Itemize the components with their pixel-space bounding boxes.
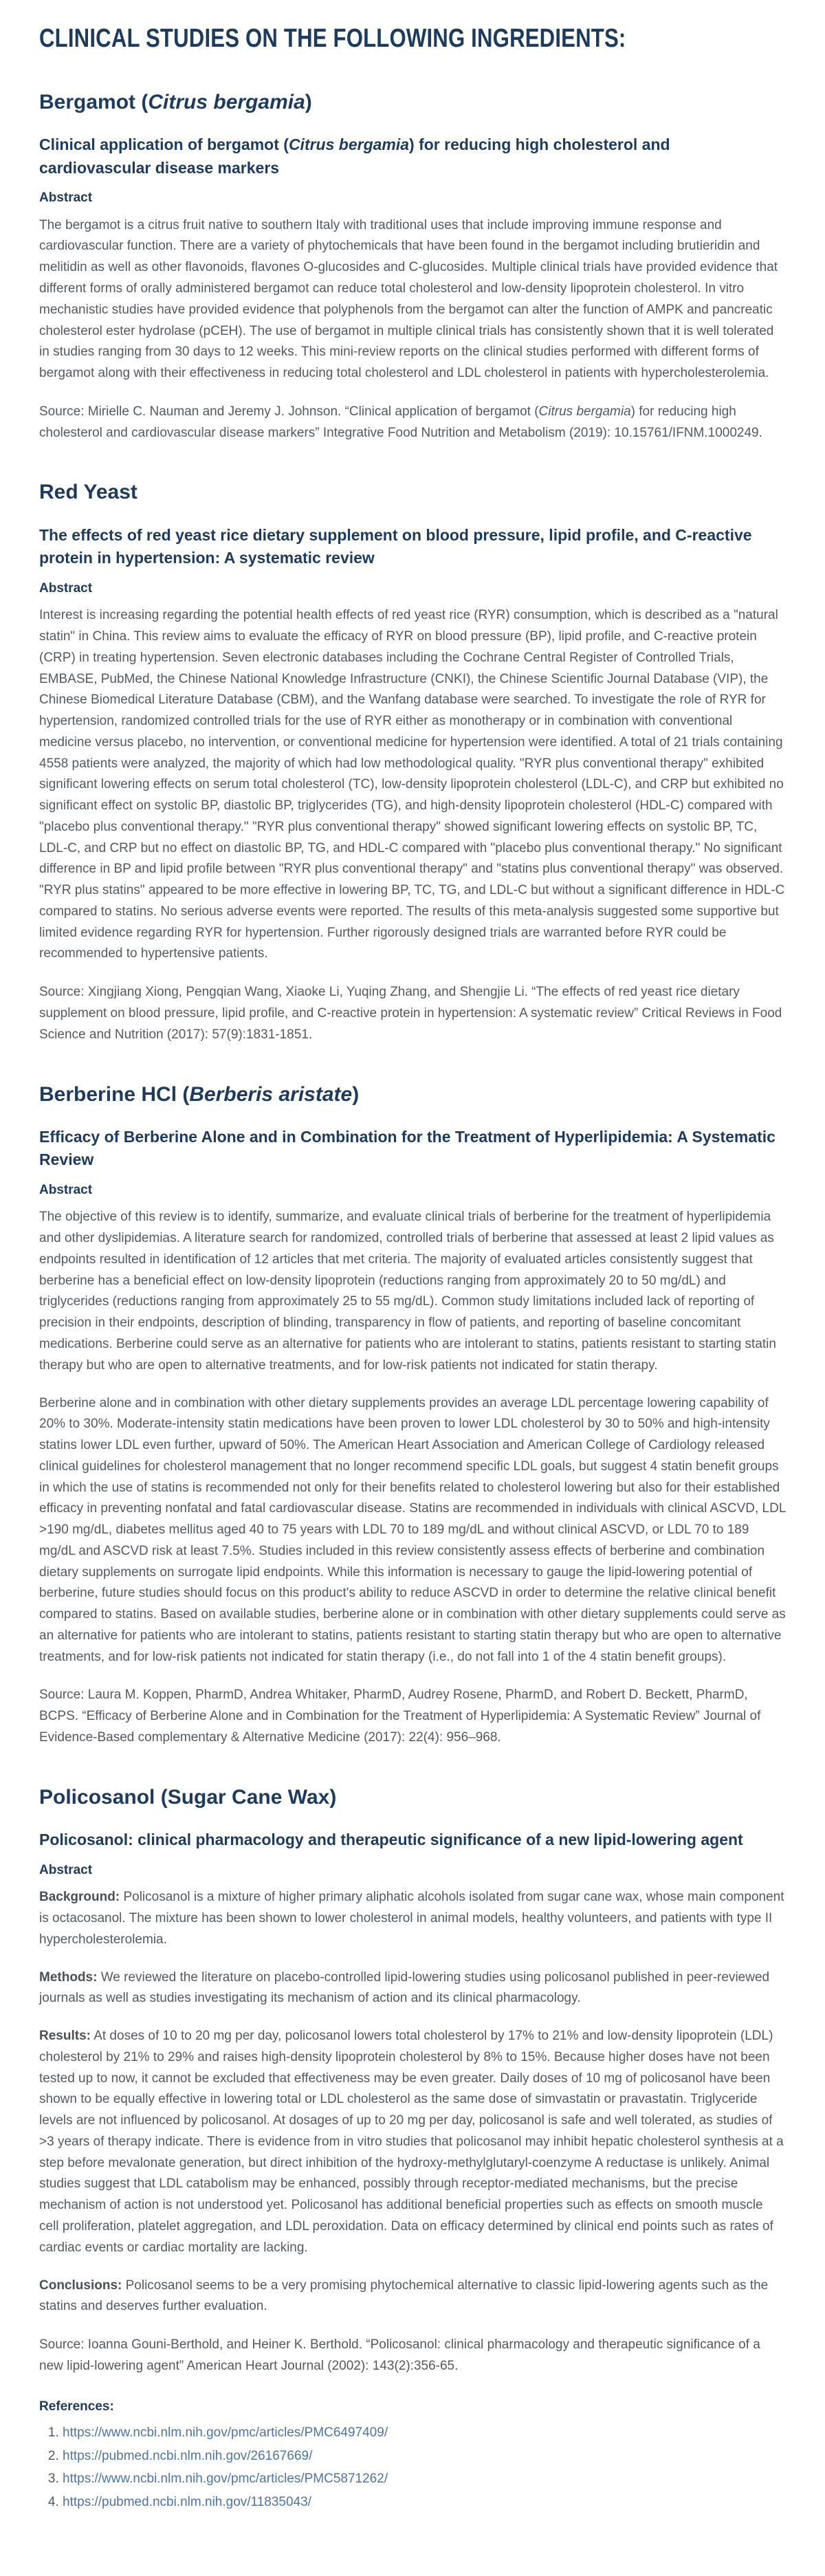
heading-text: Policosanol (Sugar Cane Wax) [39,1785,337,1809]
reference-link[interactable]: https://pubmed.ncbi.nlm.nih.gov/11835043/ [63,2494,311,2509]
paragraph-lead: Methods: [39,1969,98,1985]
reference-link[interactable]: https://www.ncbi.nlm.nih.gov/pmc/articles/PMC5871262/ [63,2471,388,2487]
abstract-paragraph-methods [39,1967,786,2010]
section-red-yeast [39,479,786,1045]
study-title-latin-name: Citrus bergamia [288,135,410,154]
study-title-policosanol [39,1829,786,1851]
references-section [39,2398,786,2512]
section-heading-bergamot [39,89,786,116]
paragraph-text: Policosanol is a mixture of higher primary aliphatic alcohols isolated from sugar cane wax, whose main component is octacosanol. The mixture has been shown to lower cholesterol in animal models, healthy volunteers, and patients with type II hypercholesterolemia. [39,1890,784,1947]
study-title-text: Policosanol: clinical pharmacology and therapeutic significance of a new lipid-lowering agent [39,1831,743,1849]
reference-item [63,2423,786,2443]
paragraph-text: We reviewed the literature on placebo-controlled lipid-lowering studies using policosanol published in peer-reviewed journals as well as studies investigating its mechanism of action and its clinical pharmacology. [39,1969,770,2006]
abstract-label: Abstract [39,580,93,596]
section-bergamot [39,89,786,444]
section-heading-berberine [39,1082,786,1108]
heading-text: ) [305,90,312,113]
study-title-text: Clinical application of bergamot ( [39,135,289,154]
abstract-paragraph-results [39,2026,786,2258]
source-citation [39,1685,786,1748]
reference-link[interactable]: https://pubmed.ncbi.nlm.nih.gov/26167669/ [63,2448,313,2463]
heading-latin-name: Citrus bergamia [148,90,305,113]
section-heading-red-yeast [39,479,786,505]
heading-text: Red Yeast [39,481,138,504]
reference-link[interactable]: https://www.ncbi.nlm.nih.gov/pmc/articles/PMC6497409/ [63,2425,388,2441]
abstract-label: Abstract [39,190,93,205]
study-title-text: The effects of red yeast rice dietary supplement on blood pressure, lipid profile, and C-reactive protein in hypertension: A systematic review [39,525,752,567]
source-citation [39,2335,786,2377]
reference-item [63,2492,786,2512]
heading-latin-name: Berberis aristate [189,1082,353,1106]
abstract-paragraph [39,215,786,384]
section-policosanol [39,1784,786,2377]
abstract-paragraph-background [39,1887,786,1950]
source-citation [39,402,786,444]
paragraph-text: Berberine alone and in combination with other dietary supplements provides an average LDL percentage lowering capability of 20% to 30%. Moderate-intensity statin medications have been proven to lower LDL cholesterol by 30 to 50% and high-intensity statins lower LDL even further, upward of 50%. The American Heart Association and American College of Cardiology released clinical guidelines for cholesterol management that no longer recommend specific LDL goals, but suggest 4 statin benefit groups in which the use of statins is recommended not only for their benefits related to cholesterol lowering but also for their established efficacy in preventing nonfatal and fatal cardiovascular disease. Statins are recommended in individuals with clinical ASCVD, LDL >190 mg/dL, diabetes mellitus aged 40 to 75 years with LDL 70 to 189 mg/dL and without clinical ASCVD, or LDL 70 to 189 mg/dL and ASCVD risk at least 7.5%. Studies included in this review consistently assess effects of berberine and combination dietary supplements on surrogate lipid endpoints. While this information is necessary to gauge the lipid-lowering potential of berberine, future studies should focus on this product's ability to reduce ASCVD in order to determine the relative clinical benefit compared to statins. Based on available studies, berberine alone or in combination with other dietary supplements could serve as an alternative for patients who are intolerant to statins, patients resistant to starting statin therapy but who are open to alternative treatments, and for low-risk patients not indicated for statin therapy (i.e., do not fall into 1 of the 4 statin benefit groups). [39,1395,786,1664]
heading-text: Bergamot ( [39,90,148,113]
reference-item [63,2446,786,2466]
abstract-paragraph [39,1393,786,1668]
study-title-text: ) for reducing high cholesterol and cardiovascular disease markers [39,135,670,177]
paragraph-lead: Background: [39,1890,120,1905]
source-text: Source: Laura M. Koppen, PharmD, Andrea Whitaker, PharmD, Audrey Rosene, PharmD, and Robert D. Beckett, PharmD, BCPS. “Efficacy of Berberine Alone and in Combination for the Treatment of Hyperlipidemia: A Systematic Review” Journal of Evidence-Based complementary & Alternative Medicine (2017): 22(4): 956–968. [39,1688,761,1745]
paragraph-lead: Conclusions: [39,2278,122,2293]
abstract-paragraph [39,1207,786,1376]
study-title-berberine [39,1126,786,1172]
heading-text: Berberine HCl ( [39,1082,190,1106]
paragraph-text: Interest is increasing regarding the potential health effects of red yeast rice (RYR) consumption, which is described as a "natural statin" in China. This review aims to evaluate the efficacy of RYR on blood pressure (BP), lipid profile, and C-reactive protein (CRP) in treating hypertension. Seven electronic databases including the Cochrane Central Register of Controlled Trials, EMBASE, PubMed, the Chinese National Knowledge Infrastructure (CNKI), the Chinese Scientific Journal Database (VIP), the Chinese Biomedical Literature Database (CBM), and the Wanfang database were searched. To investigate the role of RYR for hypertension, randomized controlled trials for the use of RYR either as monotherapy or in combination with conventional medicine versus placebo, no intervention, or conventional medicine for hypertension were identified. A total of 21 trials containing 4558 patients were analyzed, the majority of which had low methodological quality. "RYR plus conventional therapy" exhibited significant lowering effects on serum total cholesterol (TC), low-density lipoprotein cholesterol (LDL-C), and CRP but exhibited no significant effect on systolic BP, diastolic BP, triglycerides (TG), and high-density lipoprotein cholesterol (HDL-C) compared with "placebo plus conventional therapy." "RYR plus conventional therapy" showed significant lowering effects on systolic BP, TC, LDL-C, and CRP but no effect on diastolic BP, TG, and HDL-C compared with "placebo plus conventional therapy." No significant difference in BP and lipid profile between "RYR plus conventional therapy" and "statins plus conventional therapy" was observed. "RYR plus statins" appeared to be more effective in lowering BP, TC, TG, and LDL-C but without a significant difference in HDL-C compared to statins. No serious adverse events were reported. The results of this meta-analysis suggested some supportive but limited evidence regarding RYR for hypertension. Further rigorously designed trials are warranted before RYR could be recommended to hypertensive patients. [39,608,785,961]
references-heading: References: [39,2399,114,2414]
paragraph-text: The objective of this review is to identify, summarize, and evaluate clinical trials of berberine for the treatment of hyperlipidemia and other dyslipidemias. A literature search for randomized, controlled trials of berberine that assessed at least 2 lipid values as endpoints resulted in identification of 12 articles that met criteria. The majority of evaluated articles consistently suggest that berberine has a beneficial effect on low-density lipoprotein (reductions ranging from approximately 20 to 50 mg/dL) and triglycerides (reductions ranging from approximately 25 to 55 mg/dL). Common study limitations included lack of reporting of precision in their endpoints, description of blinding, transparency in flow of patients, and reporting of baseline concomitant medications. Berberine could serve as an alternative for patients who are intolerant to statins, patients resistant to starting statin therapy but who are open to alternative treatments, and for low-risk patients not indicated for statin therapy. [39,1210,776,1373]
references-list [39,2423,786,2512]
source-text: Source: Mirielle C. Nauman and Jeremy J. Johnson. “Clinical application of bergamot ( [39,404,539,419]
page-title: CLINICAL STUDIES ON THE FOLLOWING INGREDIENTS: [39,24,626,53]
source-text: ) for reducing high cholesterol and cardiovascular disease markers” Integrative Food Nutrition and Metabolism (2019): 10.15761/IFNM.1000249. [39,404,762,440]
source-text: Source: Xingjiang Xiong, Pengqian Wang, Xiaoke Li, Yuqing Zhang, and Shengjie Li. “The effects of red yeast rice dietary supplement on blood pressure, lipid profile, and C-reactive protein in hypertension: A systematic review” Critical Reviews in Food Science and Nutrition (2017): 57(9):1831-1851. [39,985,782,1042]
paragraph-text: The bergamot is a citrus fruit native to southern Italy with traditional uses that include improving immune response and cardiovascular function. There are a variety of phytochemicals that have been found in the bergamot including brutieridin and melitidin as well as other flavonoids, flavones O-glucosides and C-glucosides. Multiple clinical trials have provided evidence that different forms of orally administered bergamot can reduce total cholesterol and low-density lipoprotein cholesterol. In vitro mechanistic studies have provided evidence that polyphenols from the bergamot can alter the function of AMPK and pancreatic cholesterol ester hydrolase (pCEH). The use of bergamot in multiple clinical trials has consistently shown that it is well tolerated in studies ranging from 30 days to 12 weeks. This mini-review reports on the clinical studies performed with different forms of bergamot along with their effectiveness in reducing total cholesterol and LDL cholesterol in patients with hypercholesterolemia. [39,217,778,381]
abstract-label: Abstract [39,1862,93,1877]
study-title-text: Efficacy of Berberine Alone and in Combination for the Treatment of Hyperlipidemia: A Systematic Review [39,1128,776,1169]
paragraph-text: At doses of 10 to 20 mg per day, policosanol lowers total cholesterol by 17% to 21% and low-density lipoprotein (LDL) cholesterol by 21% to 29% and raises high-density lipoprotein cholesterol by 8% to 15%. Because higher doses have not been tested up to now, it cannot be excluded that effectiveness may be even greater. Daily doses of 10 mg of policosanol have been shown to be equally effective in lowering total or LDL cholesterol as the same dose of simvastatin or pravastatin. Triglyceride levels are not influenced by policosanol. At dosages of up to 20 mg per day, policosanol is safe and well tolerated, as studies of >3 years of therapy indicate. There is evidence from in vitro studies that policosanol may inhibit hepatic cholesterol synthesis at a step before mevalonate generation, but direct inhibition of the hydroxy-methylglutaryl-coenzyme A reductase is unlikely. Animal studies suggest that LDL catabolism may be enhanced, possibly through receptor-mediated mechanisms, but the precise mechanism of action is not understood yet. Policosanol has additional beneficial properties such as effects on smooth muscle cell proliferation, platelet aggregation, and LDL peroxidation. Data on efficacy determined by clinical end points such as rates of cardiac events or cardiac mortality are lacking. [39,2029,784,2255]
reference-item [63,2469,786,2489]
abstract-paragraph-conclusions [39,2275,786,2318]
study-title-bergamot [39,133,786,179]
source-latin-name: Citrus bergamia [538,404,631,419]
section-berberine [39,1082,786,1749]
paragraph-text: Policosanol seems to be a very promising phytochemical alternative to classic lipid-lowering agents such as the statins and deserves further evaluation. [39,2278,769,2314]
abstract-paragraph [39,605,786,965]
source-citation [39,982,786,1045]
section-heading-policosanol [39,1784,786,1811]
paragraph-lead: Results: [39,2029,91,2044]
source-text: Source: Ioanna Gouni-Berthold, and Heiner K. Berthold. “Policosanol: clinical pharmacology and therapeutic significance of a new lipid-lowering agent” American Heart Journal (2002): 143(2):356-65. [39,2337,760,2373]
heading-text: ) [352,1082,360,1106]
study-title-red-yeast [39,524,786,570]
abstract-label: Abstract [39,1182,93,1197]
